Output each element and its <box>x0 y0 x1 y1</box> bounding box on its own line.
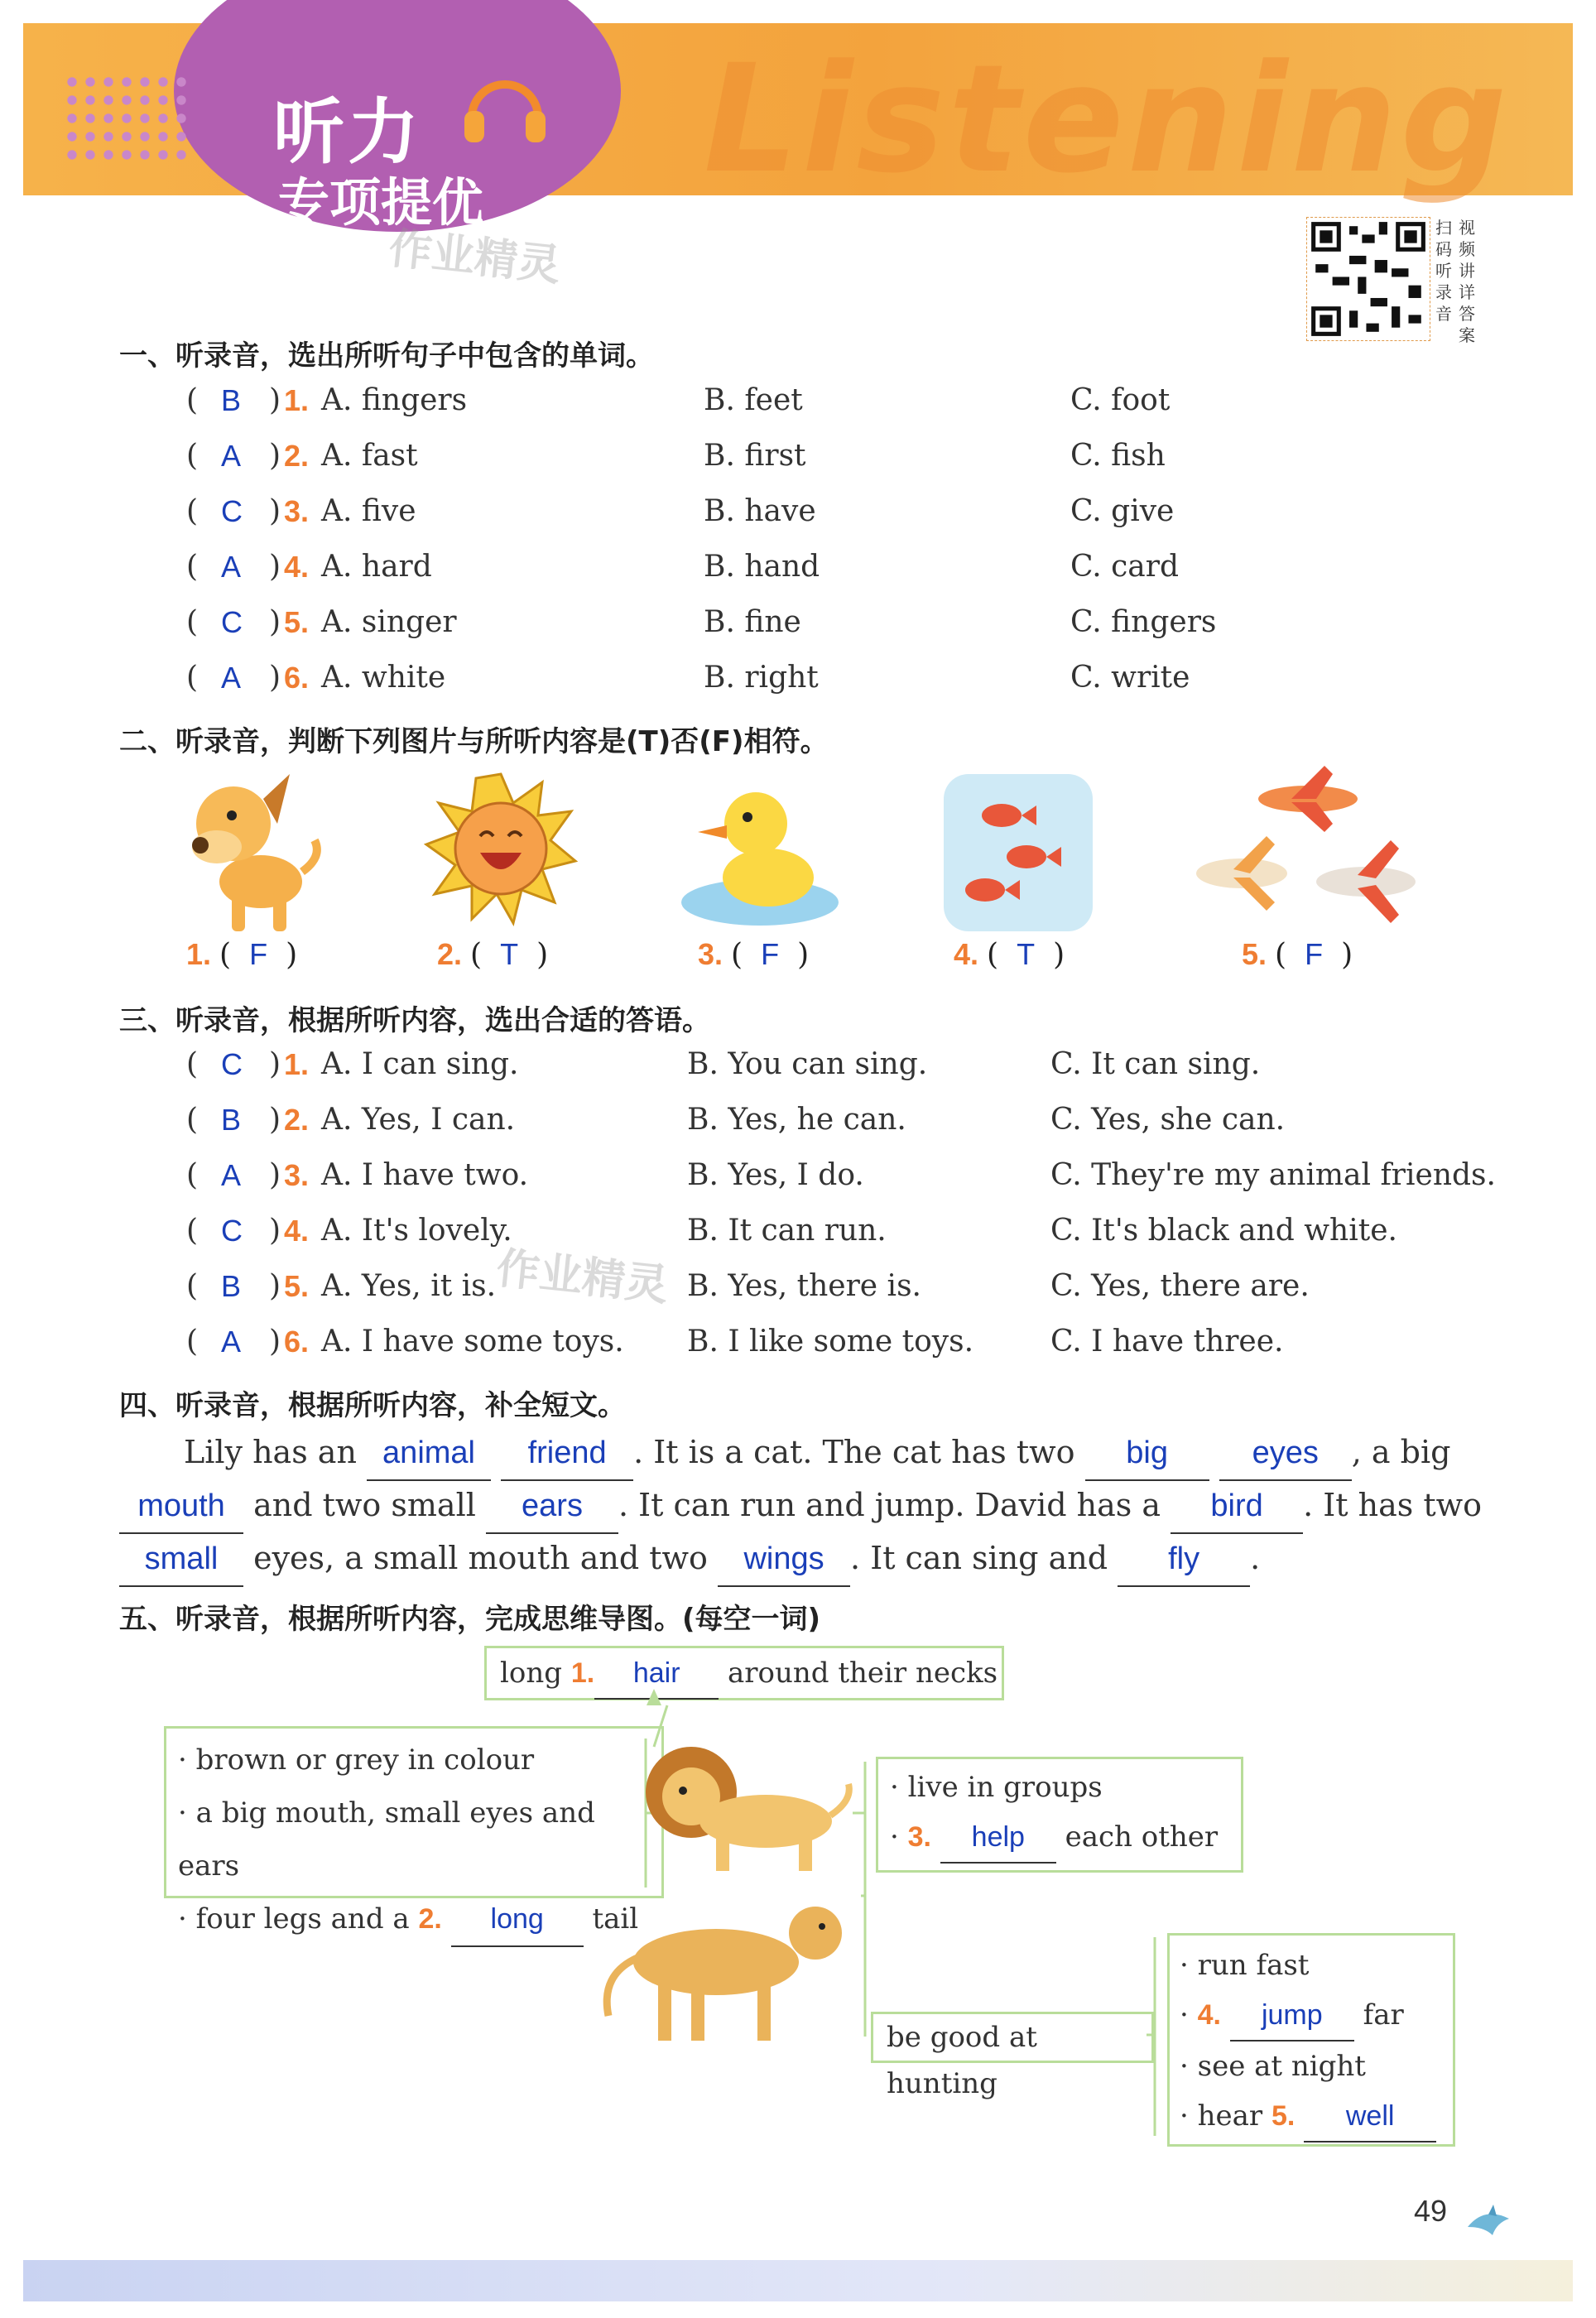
mindmap-hunt-box: be good at hunting <box>871 2012 1154 2063</box>
blank-eyes[interactable]: eyes <box>1219 1426 1352 1481</box>
paren-open: ( <box>186 1158 199 1192</box>
footer-strip <box>23 2260 1573 2301</box>
option-a: A. I have some toys. <box>321 1325 624 1359</box>
paren-close: ) <box>269 439 281 473</box>
blank-wings[interactable]: wings <box>718 1532 850 1587</box>
paren-open: ( <box>1275 938 1287 972</box>
option-a: A. five <box>321 494 416 528</box>
right-line2-post: each other <box>1065 1820 1219 1854</box>
far-line3-text: see at night <box>1197 2050 1366 2083</box>
option-c: C. Yes, she can. <box>1050 1103 1286 1137</box>
passage-text: Lily has an <box>184 1434 357 1470</box>
header-title-line1: 听力 <box>273 91 422 174</box>
paren-open: ( <box>186 1103 199 1137</box>
answer-letter[interactable]: C <box>221 494 243 528</box>
blank-hair[interactable]: hair <box>594 1648 719 1700</box>
option-b: B. first <box>704 439 806 473</box>
paren-close: ) <box>269 494 281 528</box>
passage-text: . It has two <box>1303 1487 1483 1523</box>
blank-big[interactable]: big <box>1085 1426 1209 1481</box>
paren-open: ( <box>186 1047 199 1081</box>
left-line2-text: a big mouth, small eyes and ears <box>178 1796 595 1883</box>
passage-text: . <box>1250 1540 1261 1576</box>
option-a: A. I can sing. <box>321 1047 519 1081</box>
option-c: C. foot <box>1070 383 1171 417</box>
top-box-post: around their necks <box>728 1657 998 1690</box>
option-c: C. write <box>1070 661 1190 695</box>
blank-well[interactable]: well <box>1304 2091 1436 2142</box>
tf-answer[interactable]: F <box>761 937 780 971</box>
option-a: A. singer <box>321 605 457 639</box>
passage-text: and two small <box>253 1487 476 1523</box>
watermark: 作业精灵 <box>386 224 564 291</box>
paren-open: ( <box>186 1269 199 1303</box>
option-b: B. have <box>704 494 816 528</box>
option-b: B. right <box>704 661 819 695</box>
question-number: 1. <box>284 383 310 417</box>
paren-open: ( <box>470 938 483 972</box>
tf-answer[interactable]: F <box>1305 937 1324 971</box>
tf-number: 5. <box>1242 937 1267 971</box>
paren-close: ) <box>1053 938 1065 972</box>
right-line1-text: live in groups <box>907 1771 1103 1804</box>
left-line3-post: tail <box>592 1902 639 1936</box>
section3-title: 三、听录音，根据所听内容，选出合适的答语。 <box>119 1004 710 1037</box>
option-c: C. give <box>1070 494 1175 528</box>
dolphin-icon <box>1464 2198 1513 2251</box>
tf-answer[interactable]: T <box>1017 937 1036 971</box>
paren-open: ( <box>987 938 999 972</box>
question-number: 5. <box>284 1269 310 1303</box>
paren-close: ) <box>269 1325 281 1359</box>
passage-text: . It is a cat. The cat has two <box>633 1434 1075 1470</box>
option-a: A. I have two. <box>321 1158 529 1192</box>
lioness-picture <box>592 1883 857 2052</box>
question-number: 3. <box>284 1158 310 1192</box>
option-b: B. hand <box>704 550 820 584</box>
far-box-line1: · run fast <box>1180 1949 1310 1982</box>
page-number: 49 <box>1414 2194 1448 2228</box>
option-b: B. I like some toys. <box>687 1325 974 1359</box>
paren-close: ) <box>797 938 810 972</box>
option-c: C. fish <box>1070 439 1166 473</box>
left-line1-text: brown or grey in colour <box>195 1743 535 1777</box>
option-b: B. Yes, I do. <box>687 1158 864 1192</box>
blank-help[interactable]: help <box>940 1812 1056 1864</box>
far-box-line3: · see at night <box>1180 2050 1366 2083</box>
left-box-number: 2. <box>418 1903 442 1935</box>
blank-ears[interactable]: ears <box>486 1479 618 1534</box>
paren-close: ) <box>269 550 281 584</box>
paren-open: ( <box>186 1214 199 1248</box>
answer-letter[interactable]: A <box>221 439 242 473</box>
paren-close: ) <box>269 1158 281 1192</box>
paren-open: ( <box>731 938 743 972</box>
paren-close: ) <box>1341 938 1353 972</box>
far-line1-text: run fast <box>1197 1949 1310 1982</box>
right-box-line1: · live in groups <box>890 1771 1103 1804</box>
question-number: 3. <box>284 494 310 528</box>
tf-number: 2. <box>437 937 463 971</box>
paren-close: ) <box>269 605 281 639</box>
paren-close: ) <box>269 1214 281 1248</box>
far-box-line2: · 4. jump far <box>1180 1990 1443 2041</box>
answer-letter[interactable]: A <box>221 550 242 584</box>
far-line4-pre: hear <box>1197 2099 1263 2133</box>
option-c: C. They're my animal friends. <box>1050 1158 1496 1192</box>
top-box-number: 1. <box>570 1657 595 1689</box>
header-listening-word: Listening <box>704 33 1511 206</box>
answer-letter[interactable]: B <box>221 383 242 417</box>
far-box-line4: · hear 5. well <box>1180 2091 1443 2142</box>
left-line3-pre: four legs and a <box>195 1902 410 1936</box>
question-number: 6. <box>284 1325 310 1359</box>
question-number: 5. <box>284 605 310 639</box>
passage-text: . It can sing and <box>850 1540 1108 1576</box>
answer-letter[interactable]: B <box>221 1269 242 1303</box>
section5-title: 五、听录音，根据所听内容，完成思维导图。(每空一词) <box>119 1603 821 1636</box>
header-title-line2: 专项提优 <box>278 172 484 233</box>
passage-text: eyes, a small mouth and two <box>253 1540 708 1576</box>
paren-close: ) <box>269 1103 281 1137</box>
question-number: 1. <box>284 1047 310 1081</box>
blank-small[interactable]: small <box>119 1532 243 1587</box>
paren-open: ( <box>186 383 199 417</box>
blank-friend[interactable]: friend <box>501 1426 633 1481</box>
option-c: C. Yes, there are. <box>1050 1269 1310 1303</box>
left-box-line3: · four legs and a 2. long tail <box>178 1892 650 1947</box>
paren-close: ) <box>286 938 298 972</box>
paren-close: ) <box>269 1269 281 1303</box>
answer-letter[interactable]: B <box>221 1103 242 1137</box>
option-a: A. fast <box>321 439 418 473</box>
option-c: C. It's black and white. <box>1050 1214 1397 1248</box>
blank-animal[interactable]: animal <box>367 1426 491 1481</box>
blank-long[interactable]: long <box>451 1892 584 1947</box>
far-box-number4: 4. <box>1197 1999 1221 2031</box>
qr-caption-col2: 视频讲详答案 <box>1459 218 1475 345</box>
paren-close: ) <box>536 938 549 972</box>
left-box-line2: · a big mouth, small eyes and ears <box>178 1796 595 1883</box>
top-box-pre: long <box>500 1657 563 1690</box>
question-number: 6. <box>284 661 310 695</box>
question-number: 2. <box>284 439 310 473</box>
answer-letter[interactable]: A <box>221 661 242 695</box>
tf-number: 1. <box>186 937 212 971</box>
paren-open: ( <box>186 550 199 584</box>
answer-letter[interactable]: C <box>221 1214 243 1248</box>
passage-text: , a big <box>1351 1434 1451 1470</box>
option-a: A. hard <box>321 550 432 584</box>
tf-answer[interactable]: T <box>500 937 519 971</box>
section2-title: 二、听录音，判断下列图片与所听内容是(T)否(F)相符。 <box>119 725 829 758</box>
paren-open: ( <box>219 938 232 972</box>
paren-open: ( <box>186 439 199 473</box>
paren-open: ( <box>186 494 199 528</box>
option-a: A. white <box>321 661 446 695</box>
option-b: B. Yes, he can. <box>687 1103 906 1137</box>
question-number: 4. <box>284 550 310 584</box>
answer-letter[interactable]: A <box>221 1325 242 1359</box>
option-b: B. feet <box>704 383 803 417</box>
paren-open: ( <box>186 1325 199 1359</box>
paren-close: ) <box>269 383 281 417</box>
answer-letter[interactable]: C <box>221 605 243 639</box>
option-a: A. Yes, it is. <box>321 1269 497 1303</box>
qr-caption-col1: 扫码听录音 <box>1435 218 1452 324</box>
paren-close: ) <box>269 661 281 695</box>
watermark-middle: 作业精灵 <box>493 1243 671 1311</box>
option-b: B. It can run. <box>687 1214 887 1248</box>
lion-picture <box>642 1743 857 1878</box>
right-box-number: 3. <box>907 1821 931 1853</box>
answer-letter[interactable]: C <box>221 1047 243 1081</box>
tf-answer[interactable]: F <box>249 937 268 971</box>
paren-open: ( <box>186 605 199 639</box>
far-line2-post: far <box>1363 1998 1404 2032</box>
answer-letter[interactable]: A <box>221 1158 242 1192</box>
right-box-line2: · 3. help each other <box>890 1812 1229 1864</box>
option-c: C. card <box>1070 550 1180 584</box>
option-a: A. Yes, I can. <box>321 1103 516 1137</box>
option-b: B. Yes, there is. <box>687 1269 921 1303</box>
tf-number: 3. <box>698 937 723 971</box>
blank-jump[interactable]: jump <box>1230 1990 1354 2041</box>
paren-open: ( <box>186 661 199 695</box>
option-a: A. fingers <box>321 383 468 417</box>
option-a: A. It's lovely. <box>321 1214 512 1248</box>
blank-bird[interactable]: bird <box>1171 1479 1303 1534</box>
blank-mouth[interactable]: mouth <box>119 1479 243 1534</box>
question-number: 2. <box>284 1103 310 1137</box>
option-c: C. It can sing. <box>1050 1047 1261 1081</box>
paren-close: ) <box>269 1047 281 1081</box>
far-box-number5: 5. <box>1271 2100 1296 2132</box>
tf-number: 4. <box>954 937 979 971</box>
left-box-line1: · brown or grey in colour <box>178 1743 535 1777</box>
question-number: 4. <box>284 1214 310 1248</box>
section4-title: 四、听录音，根据所听内容，补全短文。 <box>119 1389 626 1422</box>
passage-text: . It can run and jump. David has a <box>618 1487 1161 1523</box>
option-b: B. You can sing. <box>687 1047 928 1081</box>
option-b: B. fine <box>704 605 801 639</box>
option-c: C. I have three. <box>1050 1325 1284 1359</box>
blank-fly[interactable]: fly <box>1118 1532 1250 1587</box>
section1-title: 一、听录音，选出所听句子中包含的单词。 <box>119 339 654 373</box>
option-c: C. fingers <box>1070 605 1217 639</box>
